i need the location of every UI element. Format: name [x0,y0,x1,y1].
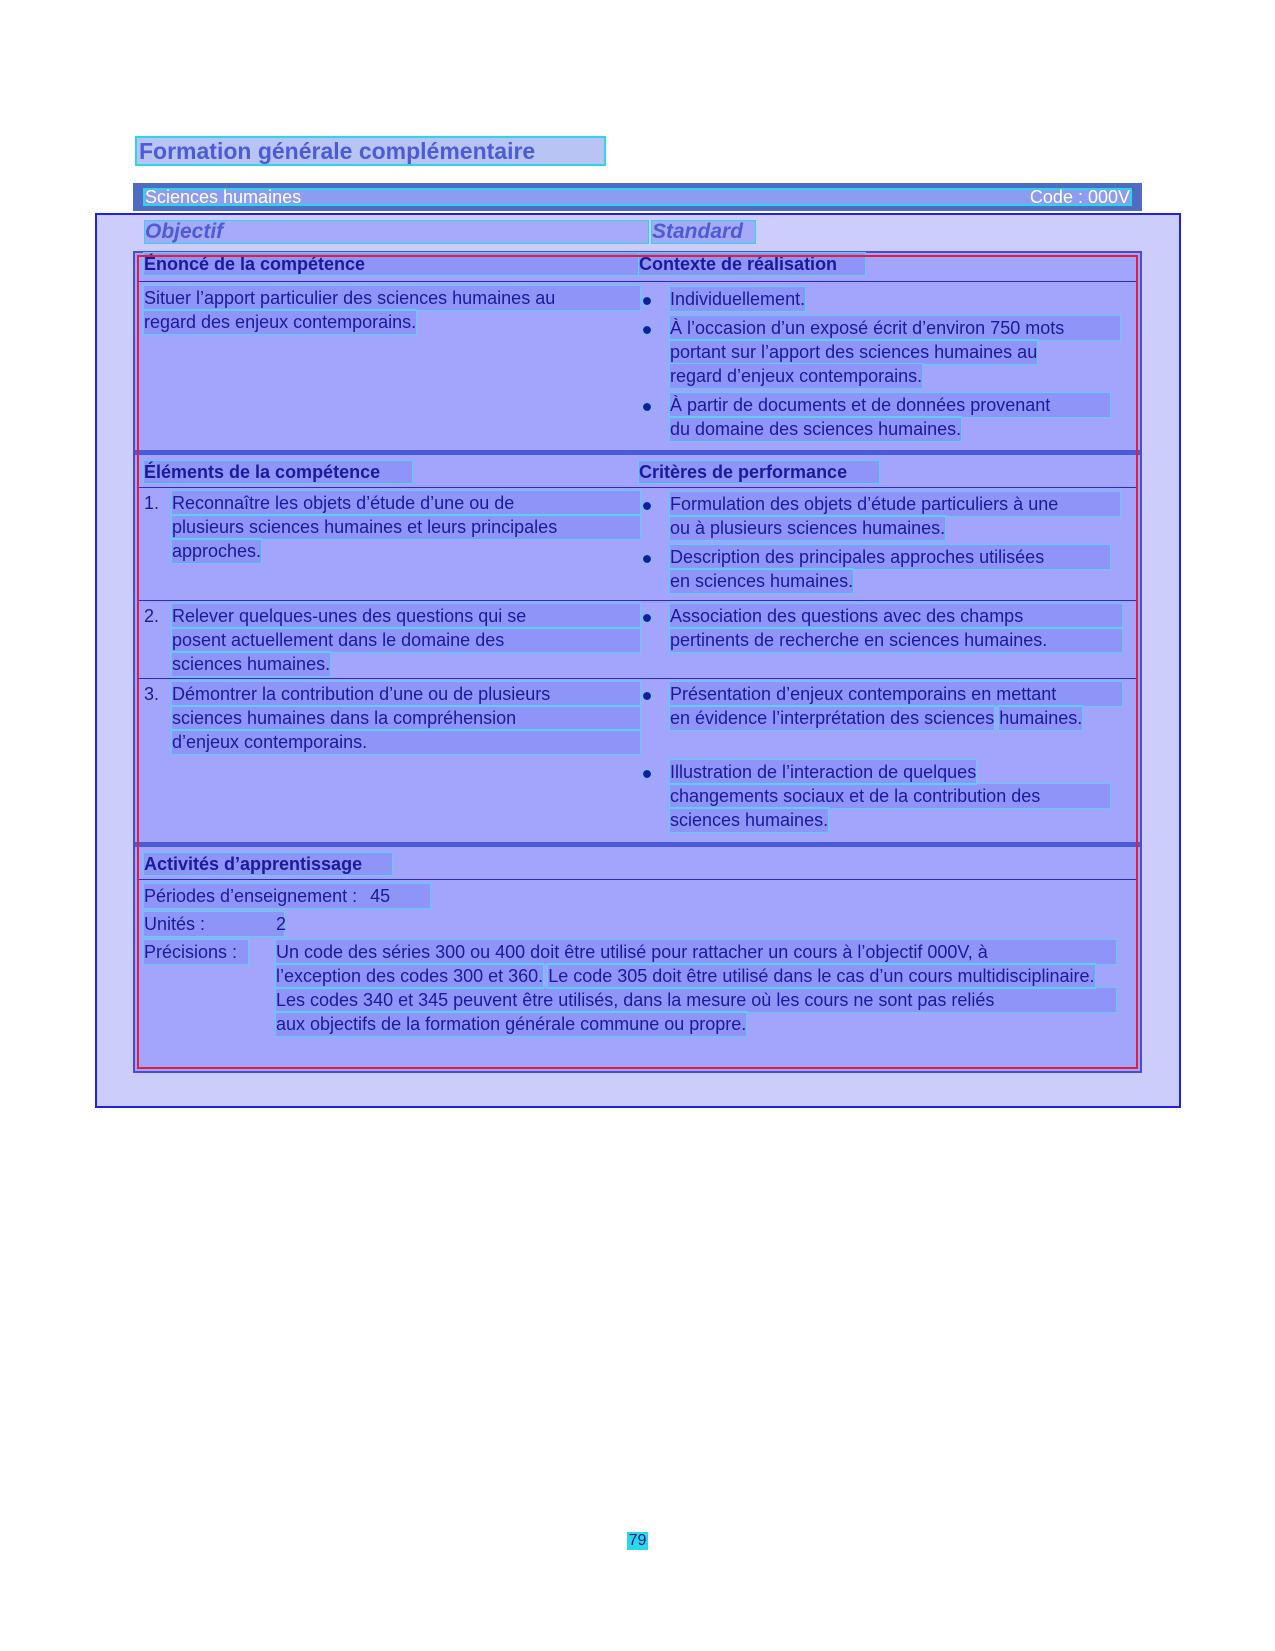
periodes-label-text: Périodes d’enseignement : [144,886,358,906]
contexte-line: À l’occasion d’un exposé écrit d’environ 750 mots [670,316,1120,340]
critere-line: humaines. [999,708,1083,728]
bullet-icon [643,403,651,411]
enonce-line: regard des enjeux contemporains. [144,312,417,332]
section-divider [135,450,1140,455]
divider [137,678,1138,679]
critere-line: Présentation d’enjeux contemporains en mettant [670,682,1122,706]
element-item [172,491,640,563]
divider [137,281,1138,282]
element-line: Relever quelques-unes des questions qui se [172,604,640,628]
element-line: d’enjeux contemporains. [172,730,640,754]
precisions-text [276,940,1116,1036]
element-line: approches. [172,541,262,561]
contexte-item [670,393,1110,441]
bullet-icon [643,692,651,700]
criteres-header: Critères de performance [639,461,879,483]
divider [137,879,1138,880]
element-item [172,604,640,676]
bullet-icon [643,555,651,563]
element-line: Reconnaître les objets d’étude d’une ou de [172,491,640,515]
element-line: sciences humaines. [172,654,331,674]
section-divider [135,842,1140,847]
document-title: Formation générale complémentaire [135,136,606,166]
elements-header: Éléments de la compétence [144,461,412,483]
enonce-header: Énoncé de la compétence [144,253,642,275]
element-number: 1. [144,493,160,513]
bullet-icon [643,502,651,510]
standard-heading: Standard [651,220,756,244]
contexte-line: À partir de documents et de données provenant [670,393,1110,417]
critere-line: ou à plusieurs sciences humaines. [670,518,946,538]
critere-line: changements sociaux et de la contribution des [670,784,1110,808]
page-number: 79 [628,1532,647,1549]
critere-item [670,545,1110,593]
objectif-heading: Objectif [144,220,649,244]
element-line: Démontrer la contribution d’une ou de plusieurs [172,682,640,706]
precisions-line: Un code des séries 300 ou 400 doit être utilisé pour rattacher un cours à l’objectif 000V, à [276,940,1116,964]
activites-header: Activités d’apprentissage [144,853,392,875]
contexte-item [670,287,805,311]
enonce-line: Situer l’apport particulier des sciences humaines au [144,286,640,310]
critere-line: en sciences humaines. [670,571,854,591]
divider [137,600,1138,601]
contexte-line: regard d’enjeux contemporains. [670,366,923,386]
contexte-line: portant sur l’apport des sciences humaines au [670,342,1038,362]
critere-line: en évidence l’interprétation des sciences [670,708,995,728]
critere-item [670,760,1110,832]
element-item [172,682,640,754]
discipline-header-bar [133,183,1142,211]
critere-line: sciences humaines. [670,810,829,830]
divider [137,487,1138,488]
periodes-label [144,884,430,908]
critere-item [670,492,1120,540]
bullet-icon [643,297,651,305]
precisions-line: Le code 305 doit être utilisé dans le cas d’un cours multidisciplinaire. [548,966,1095,986]
contexte-header: Contexte de réalisation [639,253,865,275]
critere-line: Formulation des objets d’étude particuliers à une [670,492,1120,516]
critere-item [670,682,1122,730]
contexte-line: Individuellement. [670,289,806,309]
precisions-line: aux objectifs de la formation générale commune ou propre. [276,1014,747,1034]
enonce-text [144,286,640,334]
element-line: plusieurs sciences humaines et leurs principales [172,515,640,539]
critere-item [670,604,1122,652]
unites-value: 2 [276,914,287,934]
element-number: 3. [144,684,160,704]
critere-line: Association des questions avec des champs [670,604,1122,628]
critere-line: Illustration de l’interaction de quelques [670,762,977,782]
contexte-item [670,316,1120,388]
critere-line: Description des principales approches utilisées [670,545,1110,569]
periodes-value: 45 [370,886,391,906]
bullet-icon [643,614,651,622]
precisions-line: l’exception des codes 300 et 360. [276,966,544,986]
precisions-line: Les codes 340 et 345 peuvent être utilisés, dans la mesure où les cours ne sont pas reliés [276,988,1116,1012]
element-line: posent actuellement dans le domaine des [172,628,640,652]
precisions-label: Précisions : [144,940,248,964]
code-label: Code : 000V [1029,187,1130,207]
bullet-icon [643,770,651,778]
discipline-label: Sciences humaines [145,187,302,207]
element-line: sciences humaines dans la compréhension [172,706,640,730]
critere-line: pertinents de recherche en sciences humaines. [670,628,1122,652]
bullet-icon [643,326,651,334]
element-number: 2. [144,606,160,626]
contexte-line: du domaine des sciences humaines. [670,419,962,439]
unites-label [144,912,287,936]
unites-label-text: Unités : [144,914,206,934]
